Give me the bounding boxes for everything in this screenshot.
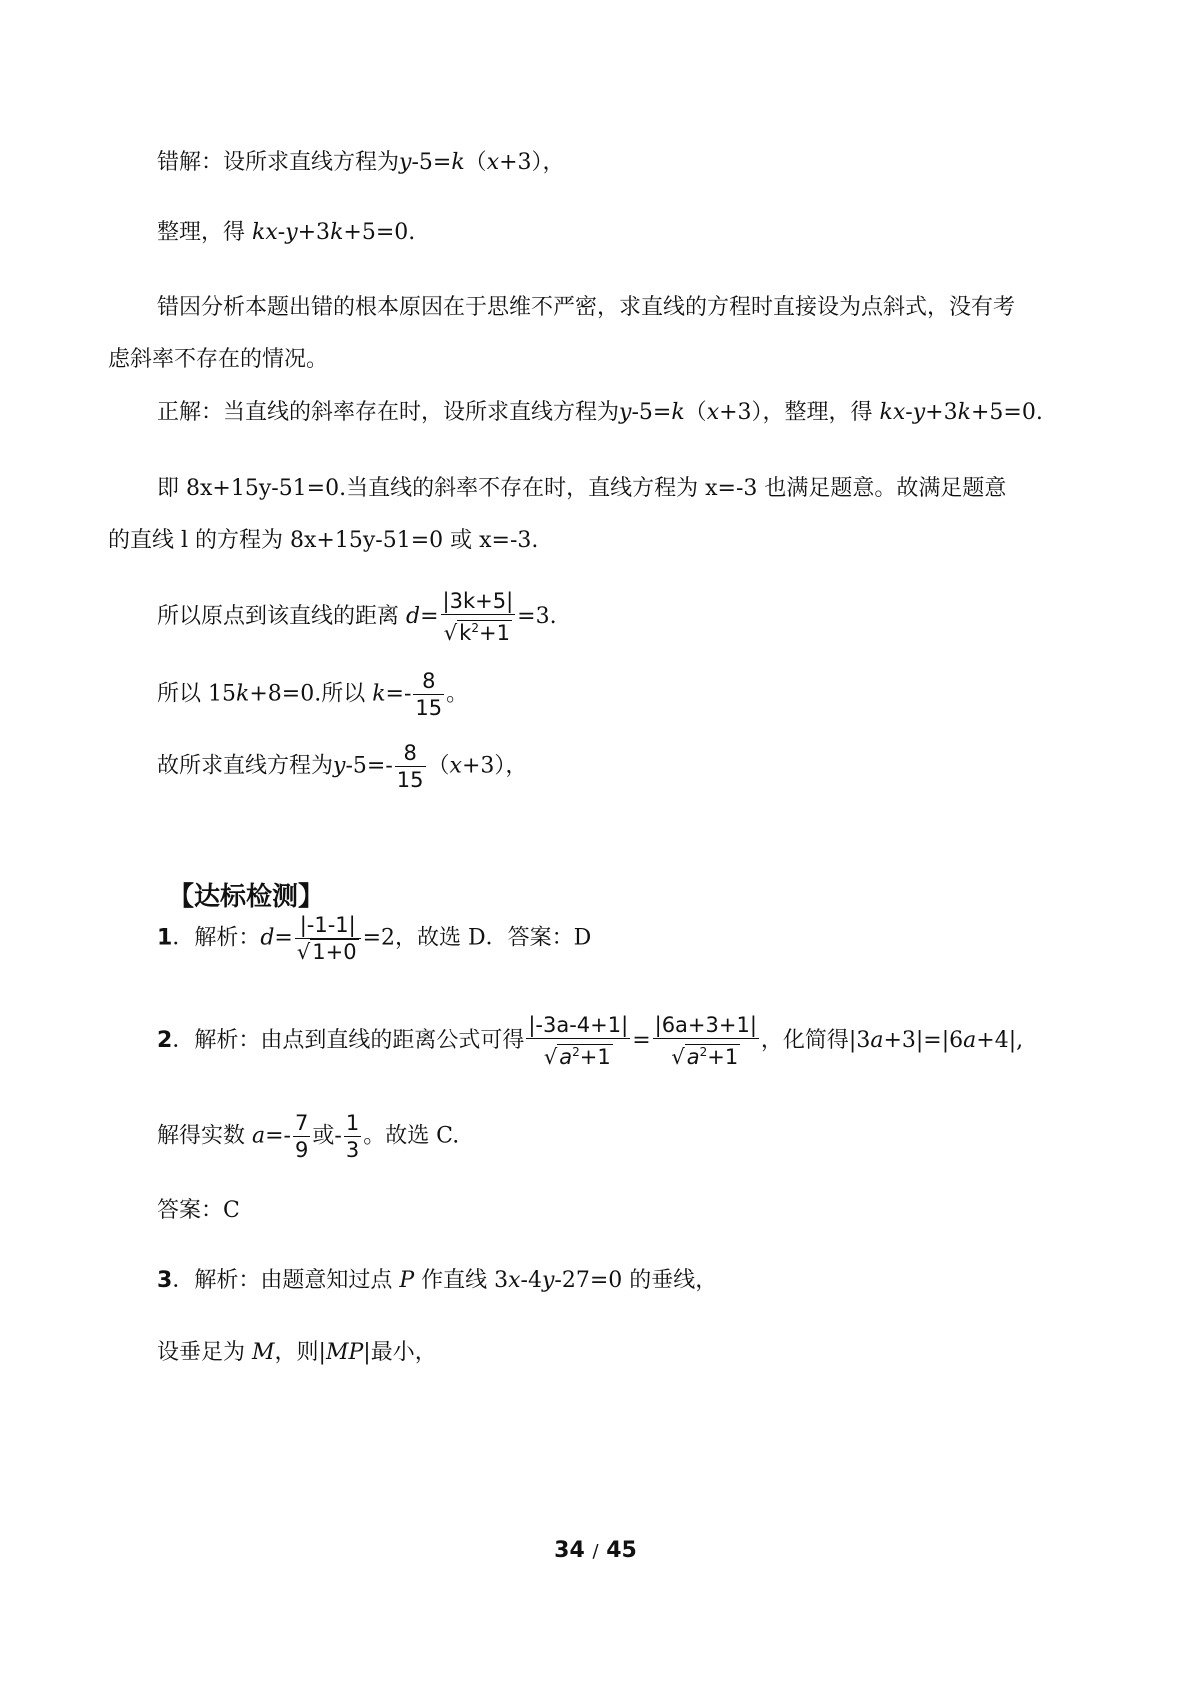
- final-equation-line: [157, 740, 527, 793]
- text: 所以原点到该直线的距离: [157, 604, 406, 629]
- radicand: a: [686, 1045, 700, 1069]
- text: ．解析：由题意知过点: [172, 1268, 400, 1293]
- q3-line: [157, 1266, 717, 1296]
- numerator: 8: [413, 668, 444, 695]
- var: y: [541, 1268, 555, 1293]
- text: +4|,: [976, 1028, 1024, 1053]
- var: k: [330, 220, 344, 245]
- var: a: [252, 1123, 266, 1149]
- text: （: [464, 150, 487, 175]
- text: =2，故选 D．答案：D: [362, 925, 592, 951]
- fraction: [441, 588, 516, 646]
- line-equation-paragraph: 即 8x+15y-51=0.当直线的斜率不存在时，直线方程为 x=-3 也满足题意。故满足题意的直线 l 的方程为 8x+15y-51=0 或 x=-3.: [108, 476, 1007, 553]
- text: ．解析：由点到直线的距离公式可得: [172, 1028, 525, 1053]
- var: k: [236, 681, 250, 707]
- page-number: [0, 1538, 1191, 1563]
- total-pages: 45: [606, 1538, 637, 1563]
- var: kx: [879, 400, 906, 425]
- text: -5=: [411, 150, 452, 175]
- fraction: [293, 1110, 310, 1163]
- text: 所以 15: [157, 681, 236, 707]
- numerator: 1: [345, 1111, 360, 1135]
- text: +3），: [461, 753, 528, 779]
- text: +8=0.所以: [249, 681, 373, 707]
- text: -4: [520, 1268, 542, 1293]
- q1-line: [157, 912, 591, 965]
- var: k: [957, 400, 971, 425]
- section-heading: 【达标检测】: [168, 882, 325, 912]
- exponent: 2: [572, 1045, 580, 1059]
- var: x: [449, 753, 462, 779]
- var: y: [399, 150, 412, 175]
- text: -27=0 的垂线，: [554, 1268, 718, 1293]
- text: +5=0.: [343, 220, 416, 245]
- q2-solution-line: [157, 1110, 459, 1163]
- text: +3: [925, 400, 958, 425]
- text: 整理，得: [157, 220, 252, 245]
- q3-foot-line: [157, 1338, 437, 1368]
- text: -5=: [631, 400, 672, 425]
- text: 正解：当直线的斜率存在时，设所求直线方程为: [157, 400, 620, 425]
- question-number: 1: [157, 925, 173, 951]
- denominator: $√a^2+1$: [671, 1045, 739, 1069]
- current-page: 34: [554, 1538, 585, 1563]
- text: =-: [385, 681, 412, 707]
- var: y: [285, 220, 298, 245]
- var: k: [372, 681, 386, 707]
- var: x: [486, 150, 500, 175]
- numerator: |-3a-4+1|: [528, 1013, 629, 1037]
- numerator: 8: [395, 740, 426, 767]
- exponent: 2: [471, 621, 479, 635]
- denominator: 3: [345, 1138, 360, 1162]
- numerator: |3k+5|: [442, 589, 514, 613]
- radicand: a: [559, 1045, 573, 1069]
- text: （: [684, 400, 707, 425]
- text: ，化简得|3: [760, 1028, 871, 1053]
- denominator: √1+0: [296, 940, 357, 964]
- var: y: [333, 753, 346, 779]
- radicand: 1+0: [312, 940, 357, 964]
- text: （: [427, 753, 450, 779]
- numerator: 7: [295, 1111, 309, 1135]
- text: +5=0.: [970, 400, 1043, 425]
- var: y: [912, 400, 926, 425]
- denominator: 15: [396, 768, 424, 792]
- text: |最小，: [363, 1340, 437, 1365]
- var: a: [870, 1028, 884, 1053]
- fraction: [526, 1012, 630, 1070]
- denominator: $√k^2+1$: [443, 621, 510, 645]
- text: 设垂足为: [157, 1340, 252, 1365]
- text: +3），整理，得: [719, 400, 880, 425]
- var: d: [260, 925, 275, 951]
- radicand-rest: +1: [579, 1045, 611, 1069]
- text: =: [420, 604, 439, 629]
- fraction: [395, 740, 426, 793]
- fraction: [653, 1012, 759, 1070]
- text: 或-: [312, 1123, 342, 1149]
- text: ，则|: [274, 1340, 326, 1365]
- var: kx: [252, 220, 278, 245]
- fraction: [295, 912, 361, 965]
- q2-line: [157, 1012, 1023, 1070]
- var: MP: [325, 1340, 364, 1365]
- numerator: |-1-1|: [295, 912, 361, 939]
- question-number: 2: [157, 1028, 173, 1053]
- text: 。: [446, 681, 469, 707]
- var: k: [671, 400, 685, 425]
- numerator: |6a+3+1|: [654, 1013, 757, 1037]
- denominator: 9: [295, 1138, 309, 1162]
- exponent: 2: [699, 1045, 708, 1059]
- text: 错解：设所求直线方程为: [157, 150, 400, 175]
- wrong-solution-line: [157, 148, 565, 178]
- radicand-rest: +1: [707, 1045, 739, 1069]
- text: +3|=|6: [883, 1028, 964, 1053]
- var: P: [399, 1268, 415, 1293]
- radicand: k: [459, 621, 472, 645]
- var: k: [451, 150, 465, 175]
- text: +3），: [499, 150, 565, 175]
- text: =: [274, 925, 293, 951]
- question-number: 3: [157, 1268, 173, 1293]
- text: 作直线 3: [414, 1268, 509, 1293]
- text: 解得实数: [157, 1123, 252, 1149]
- var: x: [508, 1268, 521, 1293]
- fraction: [344, 1110, 361, 1163]
- fraction: [413, 668, 444, 721]
- denominator: 15: [415, 696, 443, 720]
- distance-line: [157, 588, 557, 646]
- simplify-line: [157, 218, 415, 248]
- var: y: [619, 400, 632, 425]
- text: =-: [265, 1123, 291, 1149]
- radicand-rest: +1: [478, 621, 510, 645]
- correct-solution-line: [157, 398, 1043, 428]
- solve-k-line: [157, 668, 468, 721]
- error-analysis-paragraph: 错因分析本题出错的根本原因在于思维不严密，求直线的方程时直接设为点斜式，没有考虑斜率不存在的情况。: [108, 295, 1016, 372]
- page-separator: /: [592, 1541, 599, 1562]
- text: -: [277, 220, 286, 245]
- text: =: [632, 1028, 651, 1053]
- denominator: $√a^2+1$: [543, 1045, 611, 1069]
- var: x: [706, 400, 720, 425]
- var: M: [252, 1340, 275, 1365]
- text: =3.: [517, 604, 557, 629]
- var: a: [963, 1028, 977, 1053]
- text: +3: [297, 220, 331, 245]
- text: ．解析：: [172, 925, 261, 951]
- text: -: [905, 400, 913, 425]
- q2-answer: 答案：C: [157, 1198, 240, 1223]
- var: d: [406, 604, 421, 629]
- text: 故所求直线方程为: [157, 753, 334, 779]
- text: -5=-: [345, 753, 393, 779]
- text: 。故选 C.: [363, 1123, 460, 1149]
